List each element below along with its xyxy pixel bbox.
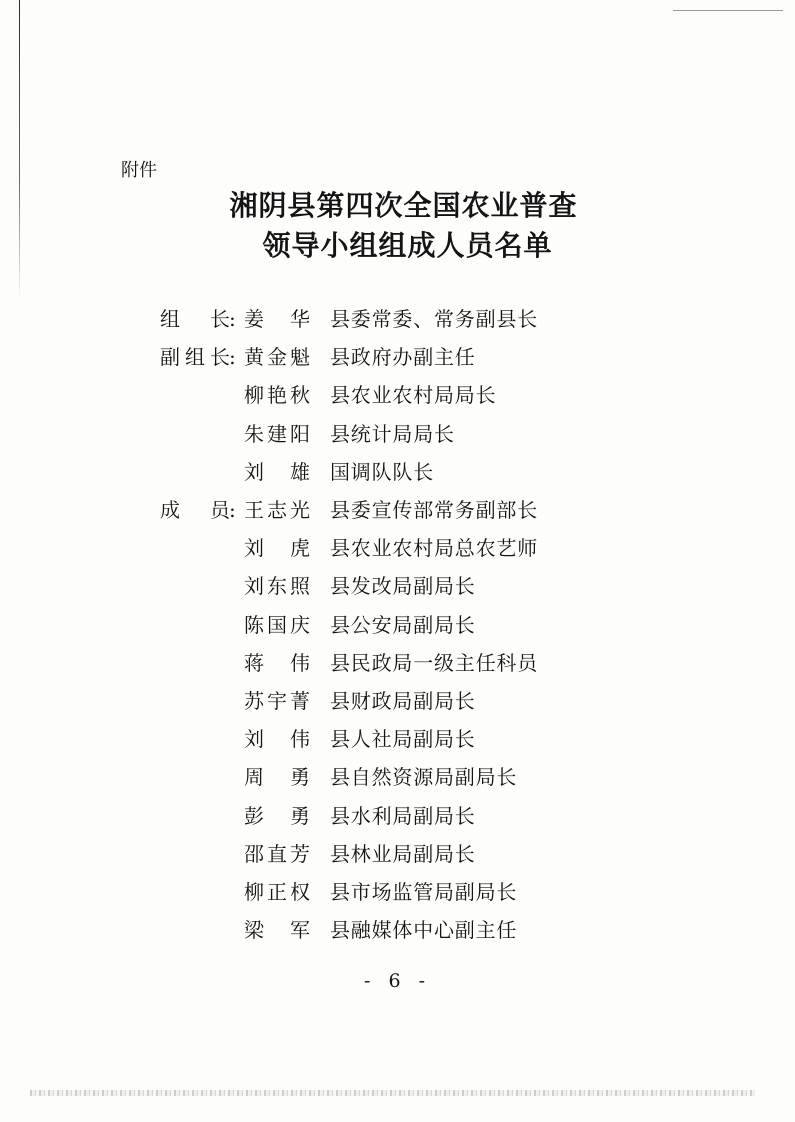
member-duty: 县林业局副局长 [330,842,476,866]
member-row [0,531,795,565]
scan-edge-line-top [673,10,783,11]
member-row [0,760,795,794]
member-name: 陈国庆 [244,613,310,637]
member-row [0,417,795,451]
member-name: 朱建阳 [244,422,310,446]
member-name: 蒋伟 [244,651,310,675]
member-row [0,646,795,680]
member-duty: 县市场监管局副局长 [330,880,518,904]
scan-noise-strip [30,1090,755,1096]
member-name: 黄金魁 [244,345,310,369]
document-title-line-2: 领导小组组成人员名单 [262,229,553,262]
member-duty: 县统计局局长 [330,422,455,446]
member-row [0,799,795,833]
member-row [0,455,795,489]
member-duty: 县发改局副局长 [330,574,476,598]
document-title-line-1: 湘阴县第四次全国农业普查 [229,189,578,222]
member-row [0,493,795,527]
member-duty: 县农业农村局总农艺师 [330,536,538,560]
member-name: 梁军 [244,918,310,942]
member-name: 彭勇 [244,804,310,828]
role-colon: : [229,345,236,369]
member-row [0,378,795,412]
member-row [0,837,795,871]
member-name: 邵直芳 [244,842,310,866]
member-duty: 县委宣传部常务副部长 [330,498,538,522]
member-role: 副组长 [160,345,230,369]
member-duty: 国调队队长 [330,460,434,484]
member-name: 柳正权 [244,880,310,904]
role-colon: : [229,498,236,522]
member-duty: 县融媒体中心副主任 [330,918,518,942]
member-row [0,340,795,374]
member-duty: 县水利局副局长 [330,804,476,828]
member-row [0,608,795,642]
member-name: 姜华 [244,307,310,331]
member-duty: 县农业农村局局长 [330,383,497,407]
member-name: 刘虎 [244,536,310,560]
member-row [0,875,795,909]
member-name: 刘雄 [244,460,310,484]
member-name: 苏宇菁 [244,689,310,713]
member-duty: 县公安局副局长 [330,613,476,637]
member-duty: 县民政局一级主任科员 [330,651,538,675]
member-row [0,569,795,603]
member-name: 周勇 [244,765,310,789]
member-row [0,722,795,756]
member-name: 刘伟 [244,727,310,751]
role-colon: : [229,307,236,331]
page-number: - 6 - [363,970,431,992]
attachment-label: 附件 [121,160,157,181]
member-row [0,913,795,947]
member-duty: 县人社局副局长 [330,727,476,751]
member-name: 刘东照 [244,574,310,598]
member-duty: 县自然资源局副局长 [330,765,518,789]
member-name: 柳艳秋 [244,383,310,407]
member-row [0,684,795,718]
member-duty: 县委常委、常务副县长 [330,307,538,331]
member-row [0,302,795,336]
member-duty: 县财政局副局长 [330,689,476,713]
member-name: 王志光 [244,498,310,522]
member-role: 成员 [160,498,230,522]
member-duty: 县政府办副主任 [330,345,476,369]
member-role: 组长 [160,307,230,331]
